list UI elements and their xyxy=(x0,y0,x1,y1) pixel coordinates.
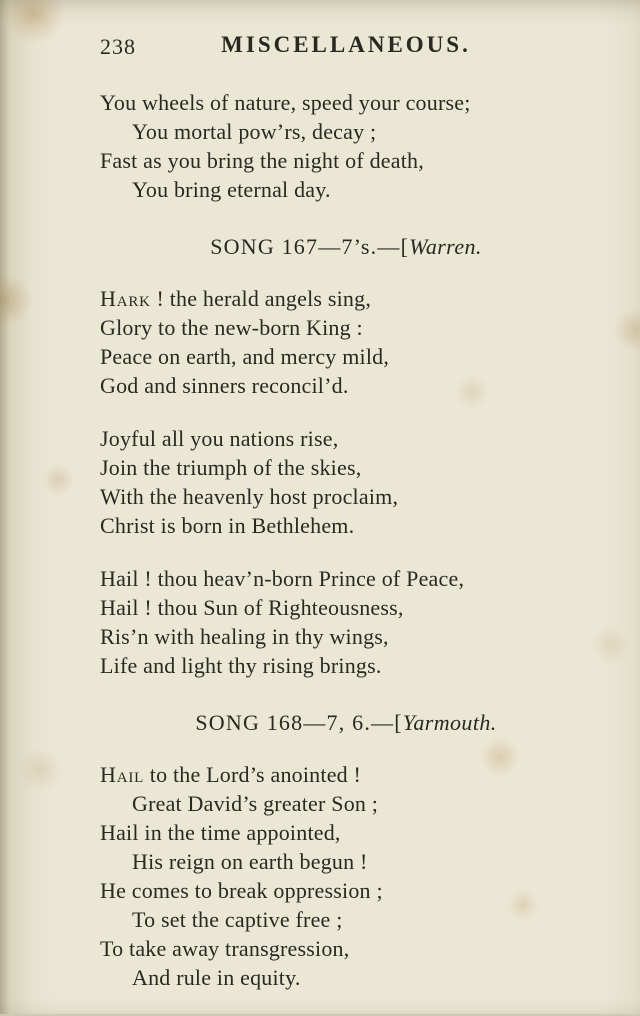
verse-line: Peace on earth, and mercy mild, xyxy=(100,344,390,369)
song-tune-name: Yarmouth. xyxy=(402,710,497,735)
running-title: MISCELLANEOUS. xyxy=(221,32,471,57)
verse-line: You mortal pow’rs, decay ; xyxy=(132,119,377,144)
stanza xyxy=(100,564,592,680)
verse-line: Fast as you bring the night of death, xyxy=(100,148,424,173)
song-tune-name: Warren. xyxy=(409,234,482,259)
verse-line: Christ is born in Bethlehem. xyxy=(100,513,355,538)
verse-line: Life and light thy rising brings. xyxy=(100,653,382,678)
verse-line: Great David’s greater Son ; xyxy=(132,791,379,816)
verse-line: You wheels of nature, speed your course; xyxy=(100,90,471,115)
stanza xyxy=(100,760,592,992)
verse-line: Hail to the Lord’s anointed ! xyxy=(100,762,362,787)
verse-line: To set the captive free ; xyxy=(132,907,343,932)
stanza xyxy=(100,284,592,400)
page-body xyxy=(100,88,592,992)
verse-line: To take away transgression, xyxy=(100,936,350,961)
stanza xyxy=(100,424,592,540)
verse-line: You bring eternal day. xyxy=(132,177,331,202)
verse-line: And rule in equity. xyxy=(132,965,301,990)
song-heading xyxy=(100,710,592,736)
verse-line: Ris’n with healing in thy wings, xyxy=(100,624,389,649)
verse-line: Join the triumph of the skies, xyxy=(100,455,362,480)
page-content xyxy=(100,30,592,1016)
verse-line: Joyful all you nations rise, xyxy=(100,426,339,451)
song-heading xyxy=(100,234,592,260)
verse-line: Glory to the new-born King : xyxy=(100,315,363,340)
verse-line: His reign on earth begun ! xyxy=(132,849,368,874)
page-header xyxy=(100,30,592,64)
verse-line: He comes to break oppression ; xyxy=(100,878,383,903)
verse-line: Hail ! thou heav’n-born Prince of Peace, xyxy=(100,566,465,591)
verse-line: Hail ! thou Sun of Righteousness, xyxy=(100,595,404,620)
stanza xyxy=(100,88,592,204)
verse-line: God and sinners reconcil’d. xyxy=(100,373,349,398)
verse-line: Hark ! the herald angels sing, xyxy=(100,286,372,311)
page-number: 238 xyxy=(100,34,136,59)
verse-line: With the heavenly host proclaim, xyxy=(100,484,399,509)
song-heading-label: SONG 167—7’s.—[ xyxy=(210,234,410,259)
verse-line: Hail in the time appointed, xyxy=(100,820,341,845)
smallcaps-word: Hail xyxy=(100,762,145,787)
smallcaps-word: Hark xyxy=(100,286,151,311)
song-heading-label: SONG 168—7, 6.—[ xyxy=(195,710,403,735)
